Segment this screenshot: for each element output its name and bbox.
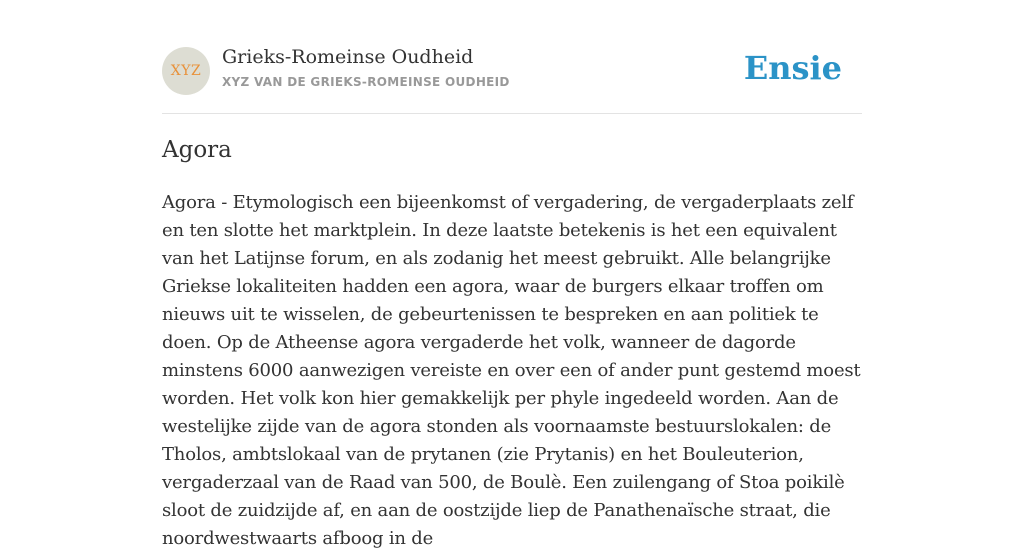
publication-subtitle: XYZ VAN DE GRIEKS-ROMEINSE OUDHEID	[222, 75, 510, 89]
ensie-logo[interactable]: Ensie	[743, 49, 842, 87]
publication-title[interactable]: Grieks-Romeinse Oudheid	[222, 46, 474, 68]
article-title: Agora	[162, 137, 232, 163]
publication-avatar[interactable]: XYZ	[162, 47, 210, 95]
publication-header	[162, 0, 862, 114]
article-body: Agora - Etymologisch een bijeenkomst of vergadering, de vergaderplaats zelf en ten slotte het marktplein. In deze laatste betekenis is het een equivalent van het Latijnse forum, en als zodanig het meest gebruikt. Alle belangrijke Griekse lokaliteiten hadden een agora, waar de burgers elkaar troffen om nieuws uit te wisselen, de gebeurtenissen te bespreken en aan politiek te doen. Op de Atheense agora vergaderde het volk, wanneer de dagorde minstens 6000 aanwezigen vereiste en over een of ander punt gestemd moest worden. Het volk kon hier gemakkelijk per phyle ingedeeld worden. Aan de westelijke zijde van de agora stonden als voornaamste bestuurslokalen: de Tholos, ambtslokaal van de prytanen (zie Prytanis) en het Bouleuterion, vergaderzaal van de Raad van 500, de Boulè. Een zuilengang of Stoa poikilè sloot de zuidzijde af, en aan de oostzijde liep de Panathenaïsche straat, die noordwestwaarts afboog in de	[162, 192, 861, 549]
content-column	[162, 0, 862, 549]
